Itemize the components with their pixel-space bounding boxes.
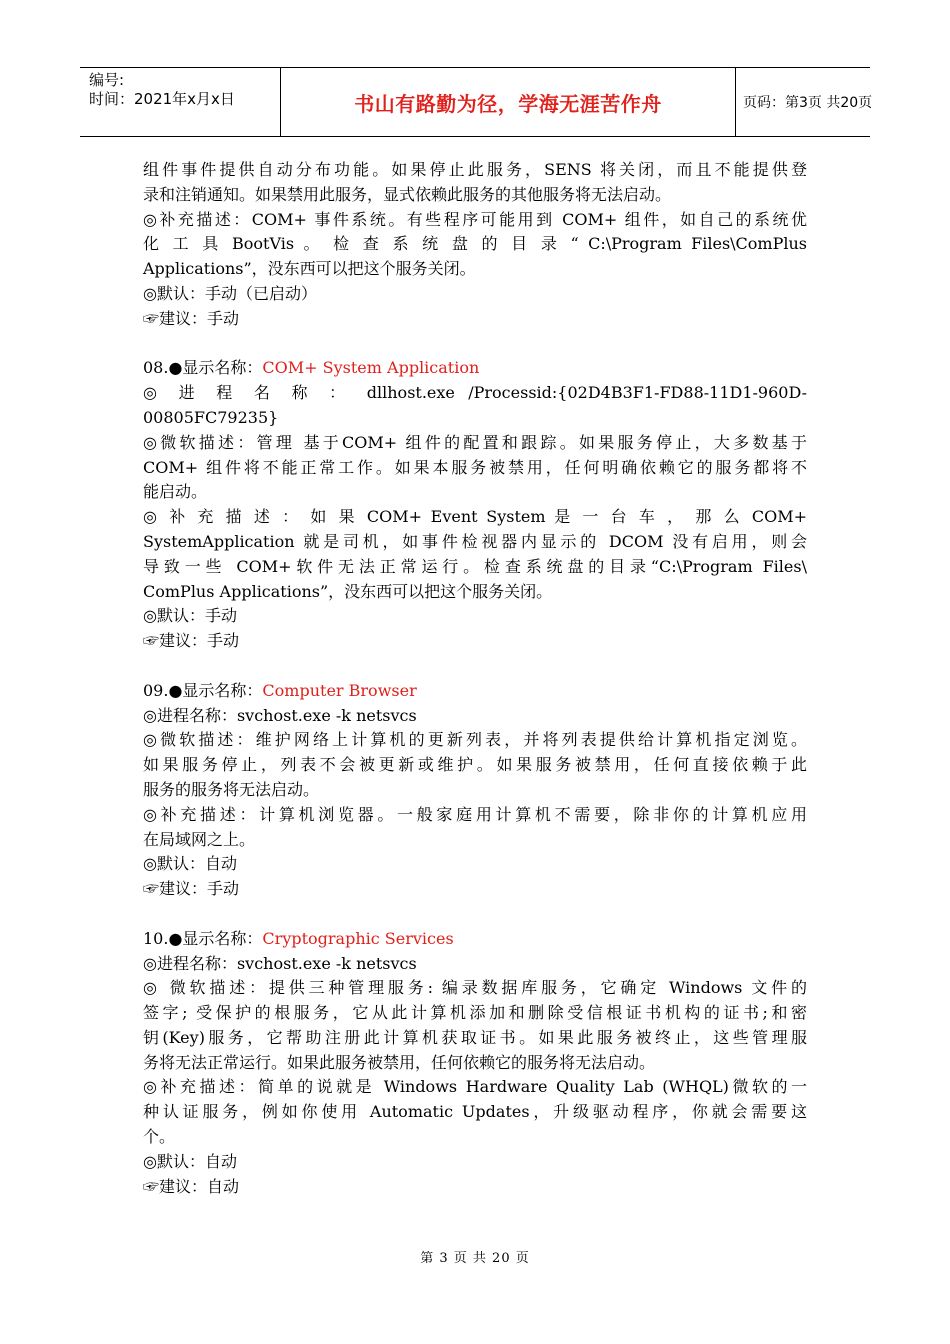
section-10-ms-line: 钥(Key)服务，它帮助注册此计算机获取证书。如果此服务被终止，这些管理服 — [143, 1027, 807, 1047]
section-08-title — [143, 356, 807, 381]
section-09-prefix: 09.●显示名称： — [143, 680, 263, 700]
section-08-supplement-line: 导致一些 COM+软件无法正常运行。检查系统盘的目录“C:\Program Files\ — [143, 556, 807, 576]
section-10-title — [143, 927, 807, 952]
section-08-prefix: 08.●显示名称： — [143, 358, 263, 378]
section-09-ms-line: 服务的服务将无法启动。 — [143, 779, 320, 799]
section-09-ms-line: 如果服务停止，列表不会被更新或维护。如果服务被禁用，任何直接依赖于此 — [143, 755, 807, 775]
header-left-cell — [80, 68, 289, 136]
section-10-ms-line: 签字; 受保护的根服务，它从此计算机添加和删除受信根证书机构的证书;和密 — [143, 1003, 807, 1023]
document-body — [143, 158, 807, 1199]
document-time-label: 时间：2021年x月x日 — [89, 90, 235, 108]
document-number-label: 编号: — [89, 71, 125, 89]
section-08-supplement-line: SystemApplication 就是司机，如事件检视器内显示的 DCOM 没有启用，则会 — [143, 531, 807, 551]
header-page-label: 页码：第3页 共20页 — [743, 95, 873, 111]
section-08-supplement-line: ◎ 补 充 描 述 ： 如 果 COM+ Event System 是 一 台 车 ， 那 么 COM+ — [143, 507, 807, 527]
section-10-supplement-line: 个。 — [143, 1127, 176, 1147]
section-08-ms-line: ◎微软描述：管理 基于COM+ 组件的配置和跟踪。如果服务停止，大多数基于 — [143, 432, 807, 452]
section-08-ms-line: COM+ 组件将不能正常工作。如果本服务被禁用，任何明确依赖它的服务都将不 — [143, 457, 807, 477]
section-09-ms-line: ◎微软描述：维护网络上计算机的更新列表，并将列表提供给计算机指定浏览。 — [143, 730, 807, 750]
intro-text-line: 组件事件提供自动分布功能。如果停止此服务，SENS 将关闭，而且不能提供登 — [143, 160, 807, 179]
section-10-supplement-line: ◎补充描述：简单的说就是 Windows Hardware Quality Lab (WHQL)微软的一 — [143, 1077, 807, 1097]
section-09-advice: ☞建议：手动 — [143, 879, 240, 899]
section-09-service-name: Computer Browser — [262, 680, 417, 700]
section-10-default: ◎默认：自动 — [143, 1151, 237, 1171]
section-10-advice: ☞建议：自动 — [143, 1176, 240, 1196]
section-09-supplement-line: ◎补充描述：计算机浏览器。一般家庭用计算机不需要，除非你的计算机应用 — [143, 804, 807, 824]
section-08-ms-line: 能启动。 — [143, 482, 208, 502]
section-09-default: ◎默认：自动 — [143, 854, 237, 874]
section-10-ms-line: ◎ 微软描述：提供三种管理服务: 编录数据库服务，它确定 Windows 文件的 — [143, 978, 807, 998]
section-08-advice: ☞建议：手动 — [143, 631, 240, 651]
intro-default: ◎默认：手动（已启动） — [143, 283, 317, 303]
intro-advice: ☞建议：手动 — [143, 308, 240, 328]
section-08-service-name: COM+ System Application — [262, 358, 480, 378]
section-10-process: ◎进程名称：svchost.exe -k netsvcs — [143, 953, 417, 973]
header-motto: 书山有路勤为径，学海无涯苦作舟 — [280, 68, 736, 136]
section-09-supplement-line: 在局域网之上。 — [143, 829, 256, 849]
page-footer: 第 3 页 共 20 页 — [420, 1251, 530, 1266]
section-10-ms-line: 务将无法正常运行。如果此服务被禁用，任何依赖它的服务将无法启动。 — [143, 1052, 656, 1072]
intro-supplement-line: ◎补充描述：COM+ 事件系统。有些程序可能用到 COM+ 组件，如自己的系统优 — [143, 209, 807, 229]
section-08-process-line: ◎ 进 程 名 称 ： dllhost.exe /Processid:{02D4B3F1-FD88-11D1-960D- — [143, 383, 807, 403]
section-09-process: ◎进程名称：svchost.exe -k netsvcs — [143, 705, 417, 725]
intro-supplement-line: Applications”，没东西可以把这个服务关闭。 — [143, 259, 476, 279]
section-09-title — [143, 679, 807, 704]
section-08-default: ◎默认：手动 — [143, 606, 237, 626]
intro-supplement-line: 化 工 具 BootVis 。 检 查 系 统 盘 的 目 录 “ C:\Program Files\ComPlus — [143, 234, 807, 254]
section-10-service-name: Cryptographic Services — [262, 928, 454, 948]
section-08-process-line: 00805FC79235} — [143, 407, 279, 427]
section-10-supplement-line: 种认证服务，例如你使用 Automatic Updates，升级驱动程序，你就会需要这 — [143, 1102, 807, 1122]
section-10-prefix: 10.●显示名称： — [143, 928, 263, 948]
page-header — [80, 67, 873, 137]
section-08-supplement-line: ComPlus Applications”，没东西可以把这个服务关闭。 — [143, 581, 553, 601]
intro-text-line: 录和注销通知。如果禁用此服务，显式依赖此服务的其他服务将无法启动。 — [143, 184, 672, 204]
